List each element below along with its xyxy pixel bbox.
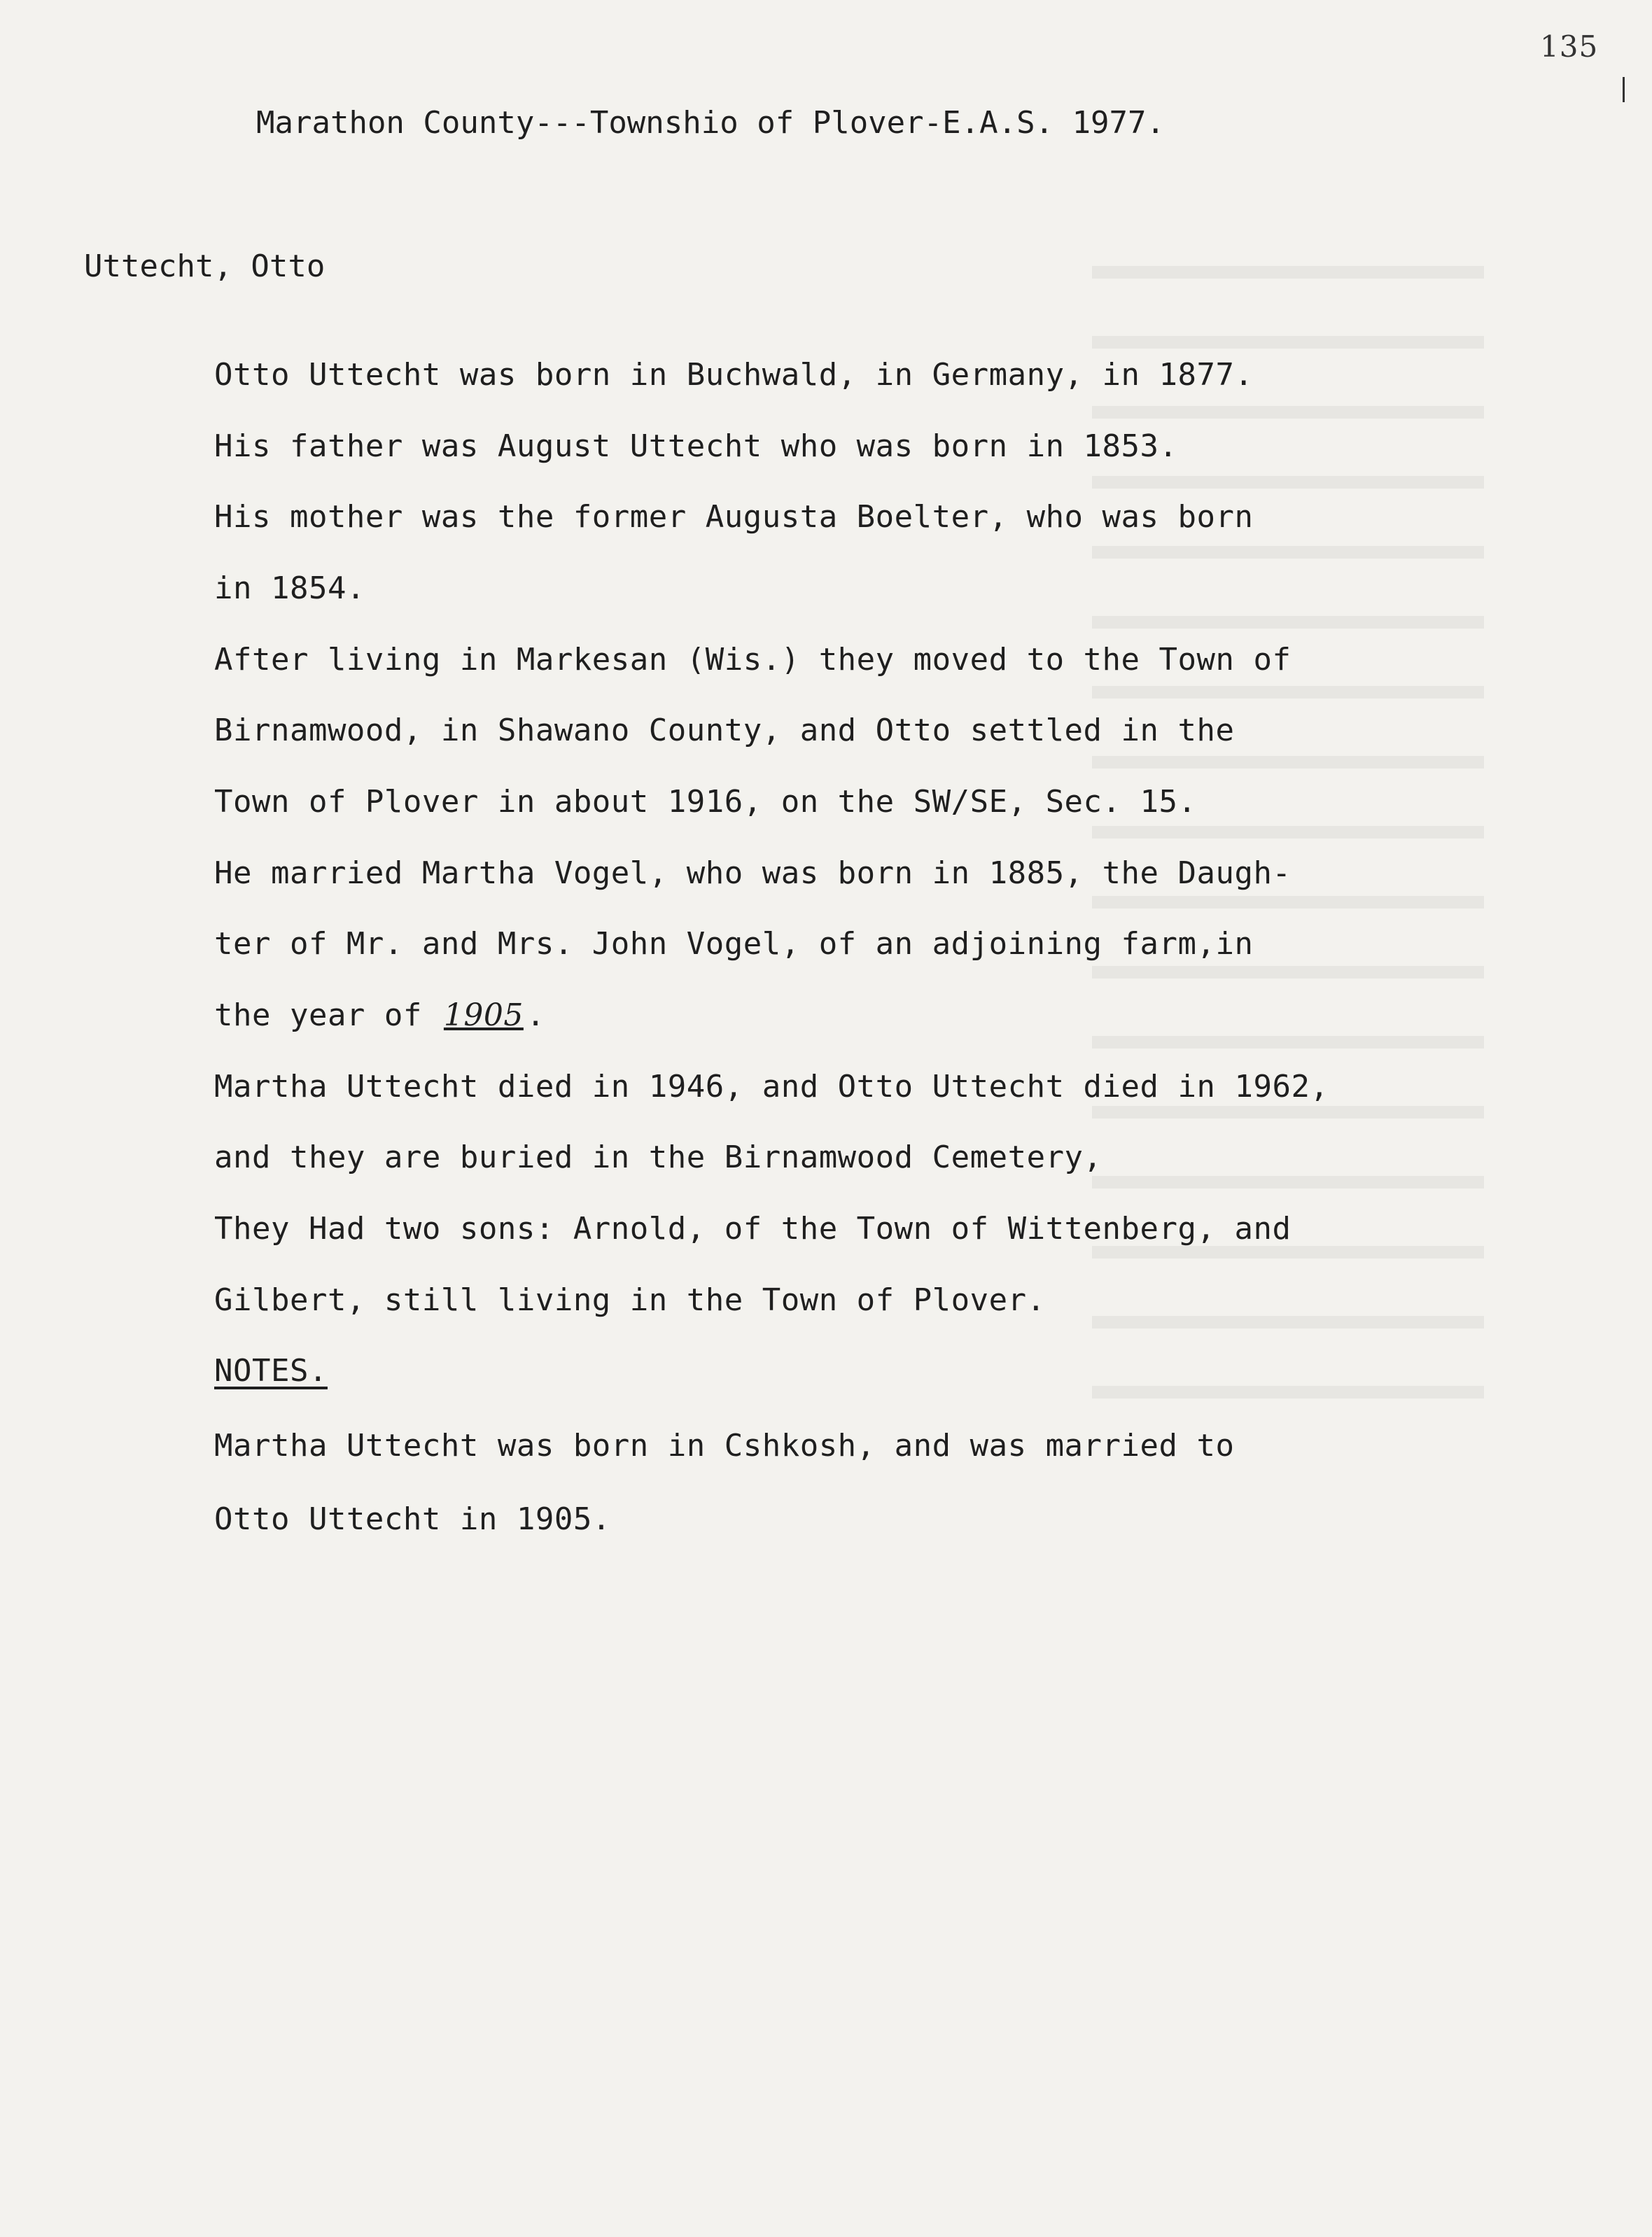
body-line: in 1854. [214,570,365,606]
notes-line: Otto Uttecht in 1905. [214,1501,611,1537]
year-line-prefix: the year of [214,997,441,1033]
body-line: Town of Plover in about 1916, on the SW/SE, Sec. 15. [214,784,1197,820]
page-number: 135 [1540,29,1599,64]
body-line: Birnamwood, in Shawano County, and Otto settled in the [214,713,1235,748]
body-line: Otto Uttecht was born in Buchwald, in Germany, in 1877. [214,357,1254,393]
body-line: He married Martha Vogel, who was born in 1885, the Daugh- [214,855,1292,891]
margin-mark [1623,77,1625,102]
year-line [214,997,545,1033]
handwritten-year: 1905 [443,997,524,1033]
body-line: Gilbert, still living in the Town of Plover. [214,1282,1046,1318]
body-line: They Had two sons: Arnold, of the Town of Wittenberg, and [214,1211,1292,1247]
year-line-suffix: . [526,997,545,1033]
body-line: Martha Uttecht died in 1946, and Otto Uttecht died in 1962, [214,1069,1329,1105]
entry-name: Uttecht, Otto [84,248,326,284]
body-line: ter of Mr. and Mrs. John Vogel, of an adjoining farm,in [214,926,1254,962]
body-line: and they are buried in the Birnamwood Cemetery, [214,1139,1102,1175]
document-title: Marathon County---Townshio of Plover-E.A.S. 1977. [256,105,1166,141]
body-line: After living in Markesan (Wis.) they moved to the Town of [214,642,1292,678]
notes-line: Martha Uttecht was born in Cshkosh, and was married to [214,1428,1235,1464]
body-line: His father was August Uttecht who was born in 1853. [214,428,1178,464]
body-line: His mother was the former Augusta Boelter, who was born [214,499,1254,535]
notes-heading: NOTES. [214,1353,328,1389]
